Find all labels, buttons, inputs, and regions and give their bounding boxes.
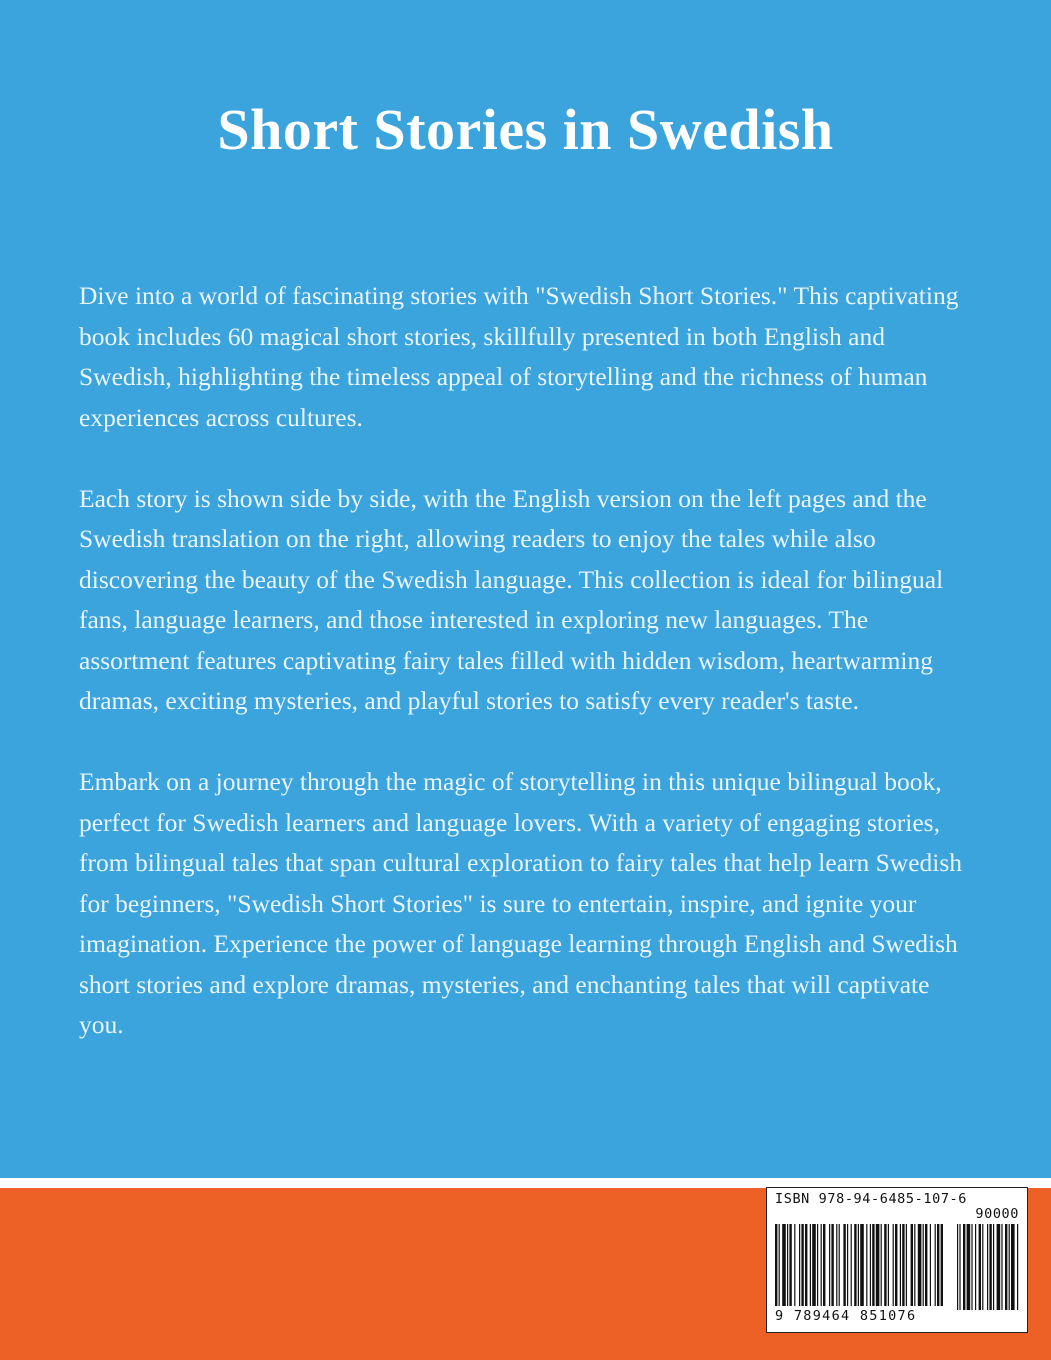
barcode-bar [900,1224,901,1306]
barcode-bar [789,1224,791,1306]
barcode-bar [925,1224,927,1306]
addon-bar [1009,1224,1010,1310]
addon-bar [975,1224,976,1310]
barcode-bar [930,1224,931,1306]
price-code: 90000 [975,1206,1019,1222]
barcode-bar [775,1224,777,1306]
barcode-bar [902,1224,904,1306]
ean-digits: 9 789464 851076 [775,1308,917,1324]
barcode-bar [860,1224,864,1306]
barcode-bar [941,1224,943,1306]
barcode-bar [872,1224,874,1306]
barcode-bar [906,1224,907,1306]
barcode-bar [923,1224,924,1306]
barcode-bar [805,1224,807,1306]
barcode-bar [787,1224,788,1306]
barcode-image [775,1224,1021,1310]
barcode-bar [801,1224,803,1306]
addon-bar [997,1224,1001,1310]
barcode-bar [935,1224,936,1306]
barcode-box [766,1187,1028,1333]
addon-bar [1017,1224,1018,1310]
blurb-paragraph-3: Embark on a journey through the magic of storytelling in this unique bilingual book, perfect for Swedish learners and language lovers. With a variety of engaging stories, from bilingual tales that span cultural exploration to fairy tales that help learn Swedish for beginners, "Swedish Short Stories" is sure to entertain, inspire, and ignite your imagination. Experience the power of language learning through English and Swedish short stories and explore dramas, mysteries, and enchanting tales that will captivate you. [79,767,963,1039]
addon-bar [971,1224,972,1310]
barcode-bar [812,1224,816,1306]
blurb-paragraph-1: Dive into a world of fascinating stories with "Swedish Short Stories." This captivating book includes 60 magical short stories, skillfully presented in both English and Swedish, highlighting the timeless appeal of storytelling and the richness of human experiences across cultures. [79,281,959,432]
addon-bar [979,1224,981,1310]
addon-bar [989,1224,991,1310]
barcode-bar [839,1224,840,1306]
barcode-bar [794,1224,795,1306]
addon-bar [993,1224,994,1310]
barcode-bar [831,1224,833,1306]
barcode-bar [829,1224,830,1306]
book-title: Short Stories in Swedish [217,97,834,162]
barcode-bar [782,1224,786,1306]
barcode-bar [914,1224,915,1306]
isbn-label: ISBN 978-94-6485-107-6 [775,1191,968,1207]
barcode-bar [858,1224,859,1306]
addon-bar [967,1224,971,1310]
barcode-bar [895,1224,897,1306]
addon-bar [1001,1224,1002,1310]
addon-bar [987,1224,988,1310]
barcode-bar [918,1224,922,1306]
addon-bar [957,1224,958,1310]
barcode-bar [843,1224,845,1306]
addon-bar [959,1224,960,1310]
barcode-bar [854,1224,856,1306]
addon-bar [963,1224,965,1310]
barcode-bar [851,1224,852,1306]
barcode-bar [870,1224,871,1306]
barcode-bar [866,1224,867,1306]
barcode-bar [821,1224,822,1306]
barcode-bar [911,1224,913,1306]
barcode-bar [937,1224,939,1306]
barcode-bar [823,1224,825,1306]
addon-bar [1005,1224,1007,1310]
barcode-bar [884,1224,886,1306]
barcode-bar [779,1224,780,1306]
blurb-text [79,276,979,1086]
blurb-paragraph-2: Each story is shown side by side, with the English version on the left pages and the Swedish translation on the right, allowing readers to enjoy the tales while also discovering the beauty of the Swedish language. This collection is ideal for bilingual fans, language learners, and those interested in exploring new languages. The assortment features captivating fairy tales filled with hidden wisdom, heartwarming dramas, exciting mysteries, and playful stories to satisfy every reader's taste. [79,483,944,715]
barcode-bar [817,1224,818,1306]
barcode-bar [810,1224,811,1306]
addon-bar [1011,1224,1015,1310]
barcode-bar [881,1224,882,1306]
barcode-bar [799,1224,800,1306]
addon-bar [982,1224,983,1310]
barcode-bar [836,1224,837,1306]
barcode-bar [876,1224,880,1306]
barcode-bar [847,1224,848,1306]
barcode-bar [893,1224,894,1306]
barcode-bar [888,1224,889,1306]
